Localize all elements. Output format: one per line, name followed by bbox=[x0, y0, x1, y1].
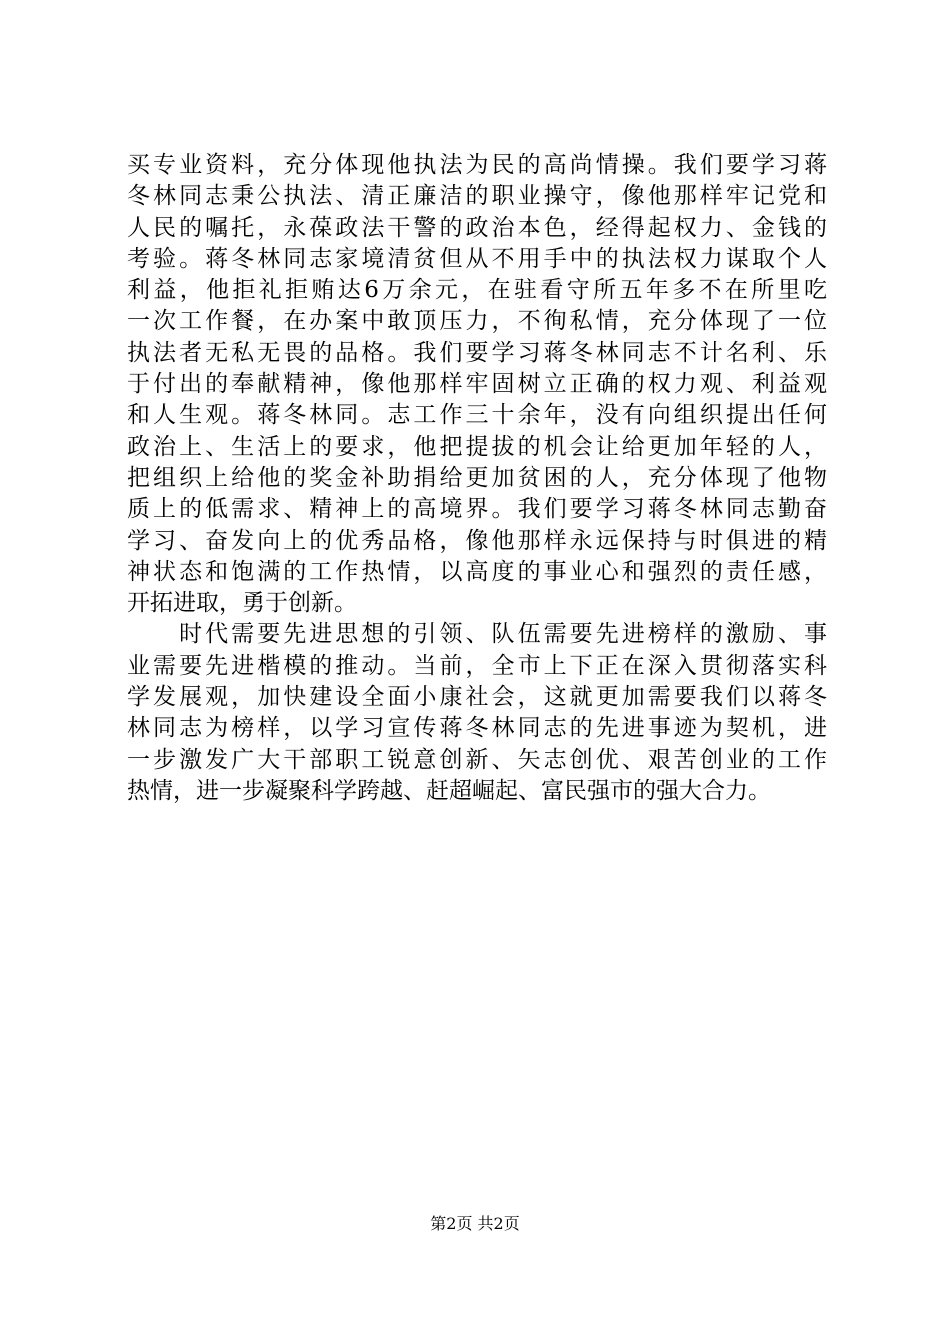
text-line: 业需要先进楷模的推动。当前，全市上下正在深入贯彻落实科 bbox=[127, 652, 827, 679]
page-number-footer: 第2页 共2页 bbox=[430, 1214, 520, 1233]
text-line: 一步激发广大干部职工锐意创新、矢志创优、艰苦创业的工作 bbox=[127, 746, 827, 773]
text-line: 开拓进取，勇于创新。 bbox=[127, 590, 357, 617]
text-line: 神状态和饱满的工作热情，以高度的事业心和强烈的责任感， bbox=[127, 558, 827, 585]
body-text bbox=[127, 150, 827, 807]
text-line: 执法者无私无畏的品格。我们要学习蒋冬林同志不计名利、乐 bbox=[127, 339, 827, 366]
text-line: 时代需要先进思想的引领、队伍需要先进榜样的激励、事 bbox=[127, 621, 827, 648]
text-line: 于付出的奉献精神，像他那样牢固树立正确的权力观、利益观 bbox=[127, 371, 827, 398]
text-line: 质上的低需求、精神上的高境界。我们要学习蒋冬林同志勤奋 bbox=[127, 496, 827, 523]
text-line: 利益，他拒礼拒贿达6万余元，在驻看守所五年多不在所里吃 bbox=[127, 277, 827, 304]
text-line: 学发展观，加快建设全面小康社会，这就更加需要我们以蒋冬 bbox=[127, 684, 827, 711]
text-line: 学习、奋发向上的优秀品格，像他那样永远保持与时俱进的精 bbox=[127, 527, 827, 554]
text-line: 把组织上给他的奖金补助捐给更加贫困的人，充分体现了他物 bbox=[127, 464, 827, 491]
text-line: 和人生观。蒋冬林同。志工作三十余年，没有向组织提出任何 bbox=[127, 402, 827, 429]
text-line: 冬林同志秉公执法、清正廉洁的职业操守，像他那样牢记党和 bbox=[127, 183, 827, 210]
text-line: 政治上、生活上的要求，他把提拔的机会让给更加年轻的人， bbox=[127, 433, 827, 460]
text-line: 林同志为榜样，以学习宣传蒋冬林同志的先进事迹为契机，进 bbox=[127, 715, 827, 742]
text-line: 人民的嘱托，永葆政法干警的政治本色，经得起权力、金钱的 bbox=[127, 214, 827, 241]
text-line: 一次工作餐，在办案中敢顶压力，不徇私情，充分体现了一位 bbox=[127, 308, 827, 335]
text-line: 考验。蒋冬林同志家境清贫但从不用手中的执法权力谋取个人 bbox=[127, 245, 827, 272]
paragraph-2 bbox=[127, 619, 827, 807]
text-line: 热情，进一步凝聚科学跨越、赶超崛起、富民强市的强大合力。 bbox=[127, 777, 771, 804]
text-line: 买专业资料，充分体现他执法为民的高尚情操。我们要学习蒋 bbox=[127, 152, 827, 178]
paragraph-1 bbox=[127, 150, 827, 619]
